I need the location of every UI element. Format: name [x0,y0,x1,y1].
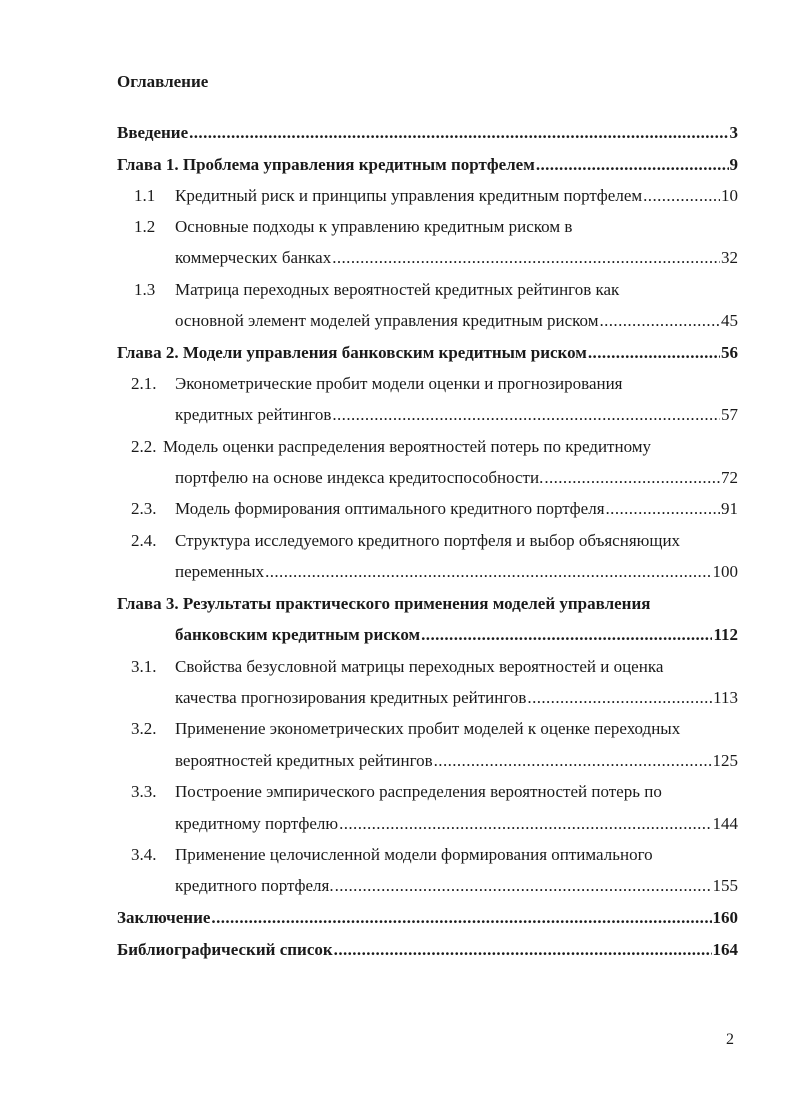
toc-entry-3-2 [175,749,738,773]
section-number: 1.1 [134,186,156,205]
leader-dots [599,309,720,333]
toc-entry-chapter-2 [117,341,738,365]
entry-page: 144 [712,814,738,833]
leader-dots [211,906,711,930]
leader-dots [536,153,729,177]
toc-entry-bibliography [117,938,738,962]
leader-dots [544,466,720,490]
toc-entry-1-1 [175,184,738,208]
page-number: 2 [726,1031,734,1048]
section-number: 2.2. [131,437,157,456]
entry-page: 125 [712,751,738,770]
leader-dots [332,246,720,270]
entry-page: 155 [712,876,738,895]
leader-dots [606,497,720,521]
section-number: 3.2. [131,719,157,738]
toc-entry-1-3 [175,309,738,333]
toc-entry-2-4 [175,560,738,584]
section-number: 1.2 [134,217,156,236]
leader-dots [434,749,712,773]
entry-text: Заключение [117,908,211,927]
section-number: 2.4. [131,531,157,550]
toc-entry-2-2 [175,466,738,490]
entry-page: 91 [721,499,738,518]
leader-dots [189,121,728,145]
section-number: 2.3. [131,499,157,518]
entry-text: Кредитный риск и принципы управления кредитным портфелем [175,186,643,205]
toc-entry-chapter-1 [117,153,738,177]
toc-entry-3-2-line-1: Применение эконометрических пробит моделей к оценке переходных [175,719,681,738]
toc-entry-1-2-line-1: Основные подходы к управлению кредитным риском в [175,217,573,236]
entry-text: Библиографический список [117,940,333,959]
entry-page: 57 [721,405,738,424]
leader-dots [643,184,720,208]
entry-text: Введение [117,123,189,142]
leader-dots [339,812,711,836]
entry-text: кредитному портфелю [175,814,339,833]
toc-entry-1-2 [175,246,738,270]
entry-text: переменных [175,562,265,581]
entry-text: качества прогнозирования кредитных рейтингов [175,688,527,707]
toc-entry-3-1-line-1: Свойства безусловной матрицы переходных вероятностей и оценка [175,657,664,676]
toc-title: Оглавление [117,72,209,91]
entry-page: 100 [712,562,738,581]
toc-entry-3-3 [175,812,738,836]
section-number: 3.4. [131,845,157,864]
leader-dots [265,560,711,584]
entry-page: 9 [729,155,738,174]
entry-page: 72 [721,468,738,487]
toc-entry-1-3-line-1: Матрица переходных вероятностей кредитных рейтингов как [175,280,620,299]
section-number: 3.3. [131,782,157,801]
toc-entry-conclusion [117,906,738,930]
entry-page: 113 [713,688,738,707]
toc-entry-intro [117,121,738,145]
toc-entry-chapter-3 [175,623,738,647]
toc-entry-2-4-line-1: Структура исследуемого кредитного портфеля и выбор объясняющих [175,531,681,550]
entry-page: 112 [713,625,738,644]
leader-dots [332,403,720,427]
entry-text: Глава 2. Модели управления банковским кредитным риском [117,343,587,362]
leader-dots [421,623,712,647]
entry-text: Модель формирования оптимального кредитного портфеля [175,499,605,518]
entry-page: 3 [729,123,738,142]
entry-text: банковским кредитным риском [175,625,421,644]
entry-page: 10 [721,186,738,205]
entry-page: 56 [721,343,738,362]
entry-text: кредитных рейтингов [175,405,332,424]
entry-page: 160 [712,908,738,927]
toc-entry-2-1-line-1: Эконометрические пробит модели оценки и прогнозирования [175,374,623,393]
entry-text: Глава 1. Проблема управления кредитным портфелем [117,155,535,174]
leader-dots [588,341,720,365]
section-number: 1.3 [134,280,156,299]
section-number: 3.1. [131,657,157,676]
entry-text: основной элемент моделей управления кредитным риском [175,311,599,330]
entry-text: кредитного портфеля. [175,876,334,895]
toc-entry-2-3 [175,497,738,521]
leader-dots [334,938,712,962]
toc-entry-3-4 [175,874,738,898]
toc-entry-3-3-line-1: Построение эмпирического распределения вероятностей потерь по [175,782,662,801]
entry-page: 45 [721,311,738,330]
toc-entry-2-1 [175,403,738,427]
section-number: 2.1. [131,374,157,393]
leader-dots [335,874,712,898]
entry-text: вероятностей кредитных рейтингов [175,751,433,770]
toc-entry-2-2-line-1: Модель оценки распределения вероятностей потерь по кредитному [163,437,652,456]
entry-text: коммерческих банках [175,248,332,267]
toc-entry-3-4-line-1: Применение целочисленной модели формирования оптимального [175,845,653,864]
leader-dots [527,686,712,710]
entry-page: 164 [712,940,738,959]
toc-entry-chapter-3-line-1: Глава 3. Результаты практического применения моделей управления [117,594,651,613]
toc-entry-3-1 [175,686,738,710]
entry-text: портфелю на основе индекса кредитоспособности. [175,468,544,487]
entry-page: 32 [721,248,738,267]
